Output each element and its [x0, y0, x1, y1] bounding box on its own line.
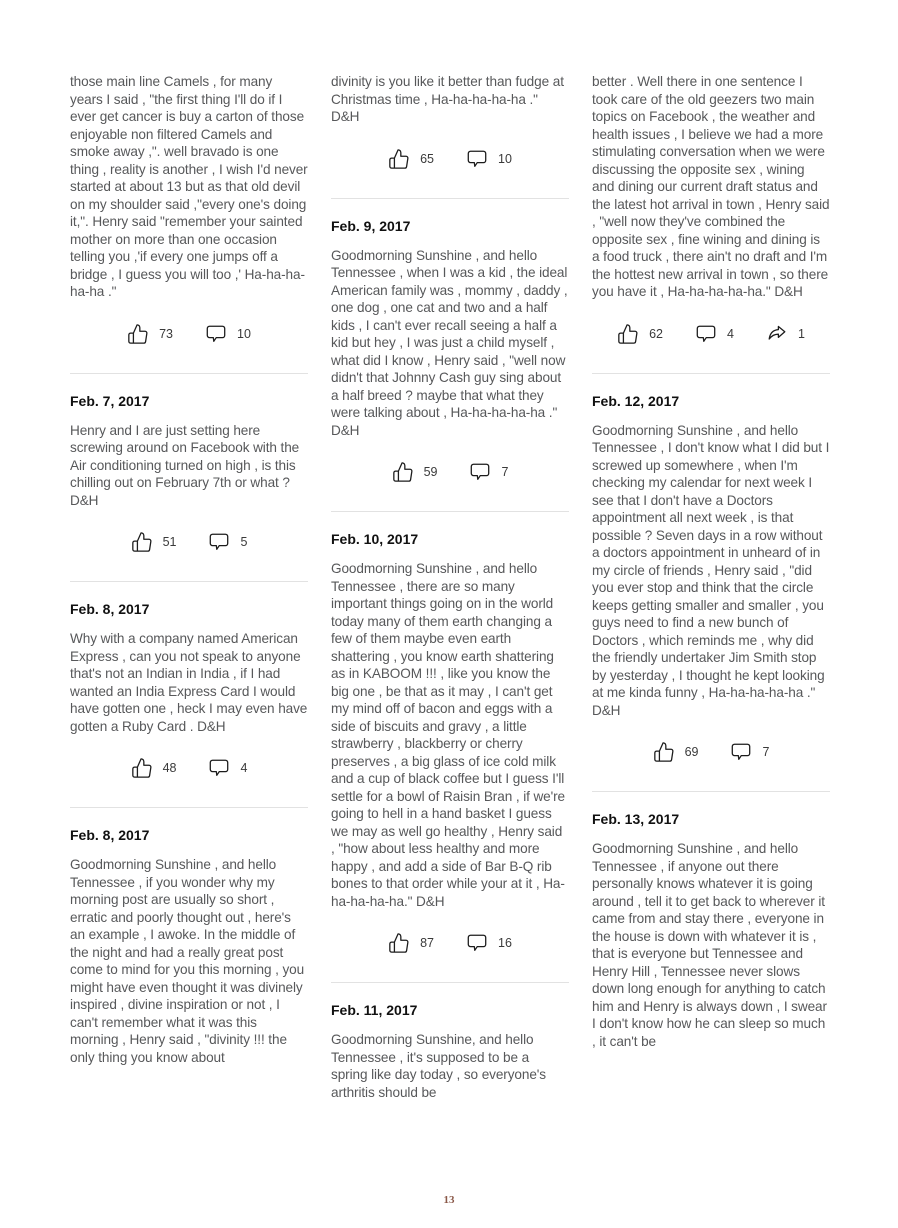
page-number: 13	[443, 1194, 455, 1206]
post-stats	[592, 740, 830, 764]
thumbs-up-icon	[617, 323, 639, 345]
like-stat	[131, 531, 177, 553]
post-stats	[331, 931, 569, 955]
post-date-heading: Feb. 9, 2017	[331, 217, 411, 234]
comment-count: 4	[240, 761, 248, 775]
comment-bubble-icon	[208, 757, 230, 779]
like-count: 59	[423, 465, 438, 479]
comment-count: 10	[237, 326, 251, 341]
like-stat	[653, 741, 699, 763]
post-stats	[70, 756, 308, 780]
like-count: 65	[420, 151, 434, 166]
comment-bubble-icon	[695, 323, 717, 345]
post-text: Goodmorning Sunshine , and hello Tennessee , there are so many important things going on in the world today many of them earth changing a few of them maybe even earth shattering , you know earth shattering as in KABOOM !!! , like you know the big one , be that as it may , I can't get my mind off of bacon and eggs with a side of biscuits and gravy , a little strawberry , blackberry or cherry preserves , a big glass of ice cold milk and a cup of black coffee but I guess I'll settle for a bowl of Raisin Bran , if we're going to hell in a hand basket I guess we may as well go healthy , Henry said , "how about less healthy and more happy , and add a side of Bar B-Q rib bones to that order while your at it , Ha-ha-ha-ha-ha." D&H	[331, 561, 566, 909]
thumbs-up-icon	[388, 148, 410, 170]
thumbs-up-icon	[127, 323, 149, 345]
like-count: 87	[420, 936, 434, 950]
comment-bubble-icon	[208, 531, 230, 553]
comment-bubble-icon	[205, 323, 227, 345]
share-stat	[766, 323, 805, 345]
comment-count: 4	[727, 326, 734, 341]
post-stats	[70, 530, 308, 554]
post-stats	[70, 322, 308, 346]
like-count: 73	[159, 326, 173, 341]
comment-stat	[208, 757, 247, 779]
like-stat	[388, 932, 434, 954]
text-columns	[70, 73, 830, 1122]
post-date-heading: Feb. 13, 2017	[592, 811, 680, 827]
share-arrow-icon	[766, 323, 788, 345]
comment-stat	[205, 323, 251, 345]
like-count: 51	[162, 535, 177, 549]
post-stats	[331, 147, 569, 171]
post-divider	[331, 198, 569, 199]
post-text: Why with a company named American Express , can you not speak to anyone that's not an Indian in India , if I had wanted an India Express Card I would have gotten one , heck I may even have gotten a Ruby Card . D&H	[70, 631, 308, 734]
post-stats	[592, 322, 830, 346]
comment-bubble-icon	[466, 932, 488, 954]
column-3	[592, 73, 830, 1071]
comment-count: 7	[762, 745, 770, 759]
post-date-heading: Feb. 8, 2017	[70, 601, 150, 617]
like-stat	[127, 323, 173, 345]
post-date-heading: Feb. 12, 2017	[592, 392, 680, 409]
post-date-heading: Feb. 8, 2017	[70, 827, 150, 843]
post-divider	[331, 982, 569, 983]
comment-count: 16	[498, 936, 512, 950]
comment-count: 7	[501, 465, 509, 479]
thumbs-up-icon	[392, 461, 414, 483]
post-divider	[70, 807, 308, 808]
comment-bubble-icon	[730, 741, 752, 763]
post-text: better . Well there in one sentence I took care of the old geezers two main topics on Facebook , the weather and health issues , I believe we had a more stimulating conversation when we were discussing the opposite sex , wining and dining our current draft status and the latest hot arrival in town , Henry said , "well now they've combined the opposite sex , fine wining and dining is a food truck , there ain't no draft and I'm the hottest new arrival in town , so there you have it , Ha-ha-ha-ha-ha." D&H	[592, 74, 830, 299]
column-2	[331, 73, 569, 1122]
thumbs-up-icon	[131, 531, 153, 553]
post-divider	[331, 511, 569, 512]
thumbs-up-icon	[388, 932, 410, 954]
thumbs-up-icon	[653, 741, 675, 763]
comment-stat	[730, 741, 769, 763]
share-count: 1	[797, 326, 805, 341]
post-divider	[70, 373, 308, 374]
comment-stat	[466, 932, 512, 954]
like-count: 69	[684, 745, 699, 759]
like-count: 48	[162, 761, 177, 775]
comment-stat	[466, 148, 512, 170]
like-count: 62	[649, 326, 663, 341]
post-text: Goodmorning Sunshine, and hello Tennessee , it's supposed to be a spring like day today , so everyone's arthritis should be	[331, 1032, 547, 1100]
thumbs-up-icon	[131, 757, 153, 779]
post-date-heading: Feb. 7, 2017	[70, 392, 150, 409]
column-1	[70, 73, 308, 1087]
like-stat	[617, 323, 663, 345]
comment-count: 5	[240, 535, 248, 549]
comment-bubble-icon	[469, 461, 491, 483]
post-divider	[592, 791, 830, 792]
post-text: Goodmorning Sunshine , and hello Tennessee , if you wonder why my morning post are usually so short , erratic and poorly thought out , here's an example , I awoke. In the middle of the night and had a really great post come to mind for you this morning , you might have even thought it was divinely inspired , divine inspiration or not , I can't remember what it was this morning , Henry said , "divinity !!! the only thing you know about	[70, 857, 305, 1065]
post-divider	[70, 581, 308, 582]
comment-stat	[208, 531, 247, 553]
comment-count: 10	[498, 151, 512, 166]
post-date-heading: Feb. 11, 2017	[331, 1002, 418, 1018]
post-text: Henry and I are just setting here screwing around on Facebook with the Air conditioning turned on high , is this chilling out on February 7th or what ? D&H	[70, 422, 300, 508]
post-divider	[592, 373, 830, 374]
post-stats	[331, 460, 569, 484]
post-text: divinity is you like it better than fudge at Christmas time , Ha-ha-ha-ha-ha ." D&H	[331, 74, 564, 124]
post-date-heading: Feb. 10, 2017	[331, 531, 419, 547]
post-text: those main line Camels , for many years I said , "the first thing I'll do if I ever get cancer is buy a carton of those enjoyable non filtered Camels and smoke away ,". well bravado is one thing , reality is another , I wish I'd never started at about 13 but as that old devil on my shoulder said ,"every one's doing it,". Henry said "remember your sainted mother on more than one occasion telling you ,'if every one jumps off a bridge , I guess you will too ,' Ha-ha-ha-ha-ha ."	[70, 74, 308, 299]
comment-stat	[469, 461, 508, 483]
comment-bubble-icon	[466, 148, 488, 170]
post-text: Goodmorning Sunshine , and hello Tennessee , I don't know what I did but I screwed up somewhere , when I'm checking my calendar for next week I see that I don't have a Doctors appointment all next week , is that possible ? Seven days in a row without a doctors appointment in unheard of in my circle of friends , Henry said , "did you ever stop and think that the circle keeps getting smaller and smaller , you guys need to find a new bunch of Doctors , which reminds me , why did the friendly undertaker Jim Smith stop by yesterday , I thought he kept looking at me kinda funny , Ha-ha-ha-ha-ha ." D&H	[592, 422, 830, 718]
like-stat	[131, 757, 177, 779]
like-stat	[392, 461, 438, 483]
comment-stat	[695, 323, 734, 345]
like-stat	[388, 148, 434, 170]
post-text: Goodmorning Sunshine , and hello Tennessee , if anyone out there personally knows whatever it is going around , tell it to get back to wherever it came from and stay there , everyone in the house is down with whatever it is , that is everyone but Tennessee and Henry Hill , Tennessee never slows down long enough for anything to catch him and Henry is always down , I swear I don't know how he can sleep so much , it can't be	[592, 841, 827, 1049]
post-text: Goodmorning Sunshine , and hello Tennessee , when I was a kid , the ideal American family was , mommy , daddy , one dog , one cat and two and a half kids , I can't ever recall seeing a half a kid but hey , I was just a child myself , what did I know , Henry said , "well now didn't that Johnny Cash guy sing about a half breed ? maybe that what they were talking about , Ha-ha-ha-ha-ha ." D&H	[331, 247, 568, 438]
